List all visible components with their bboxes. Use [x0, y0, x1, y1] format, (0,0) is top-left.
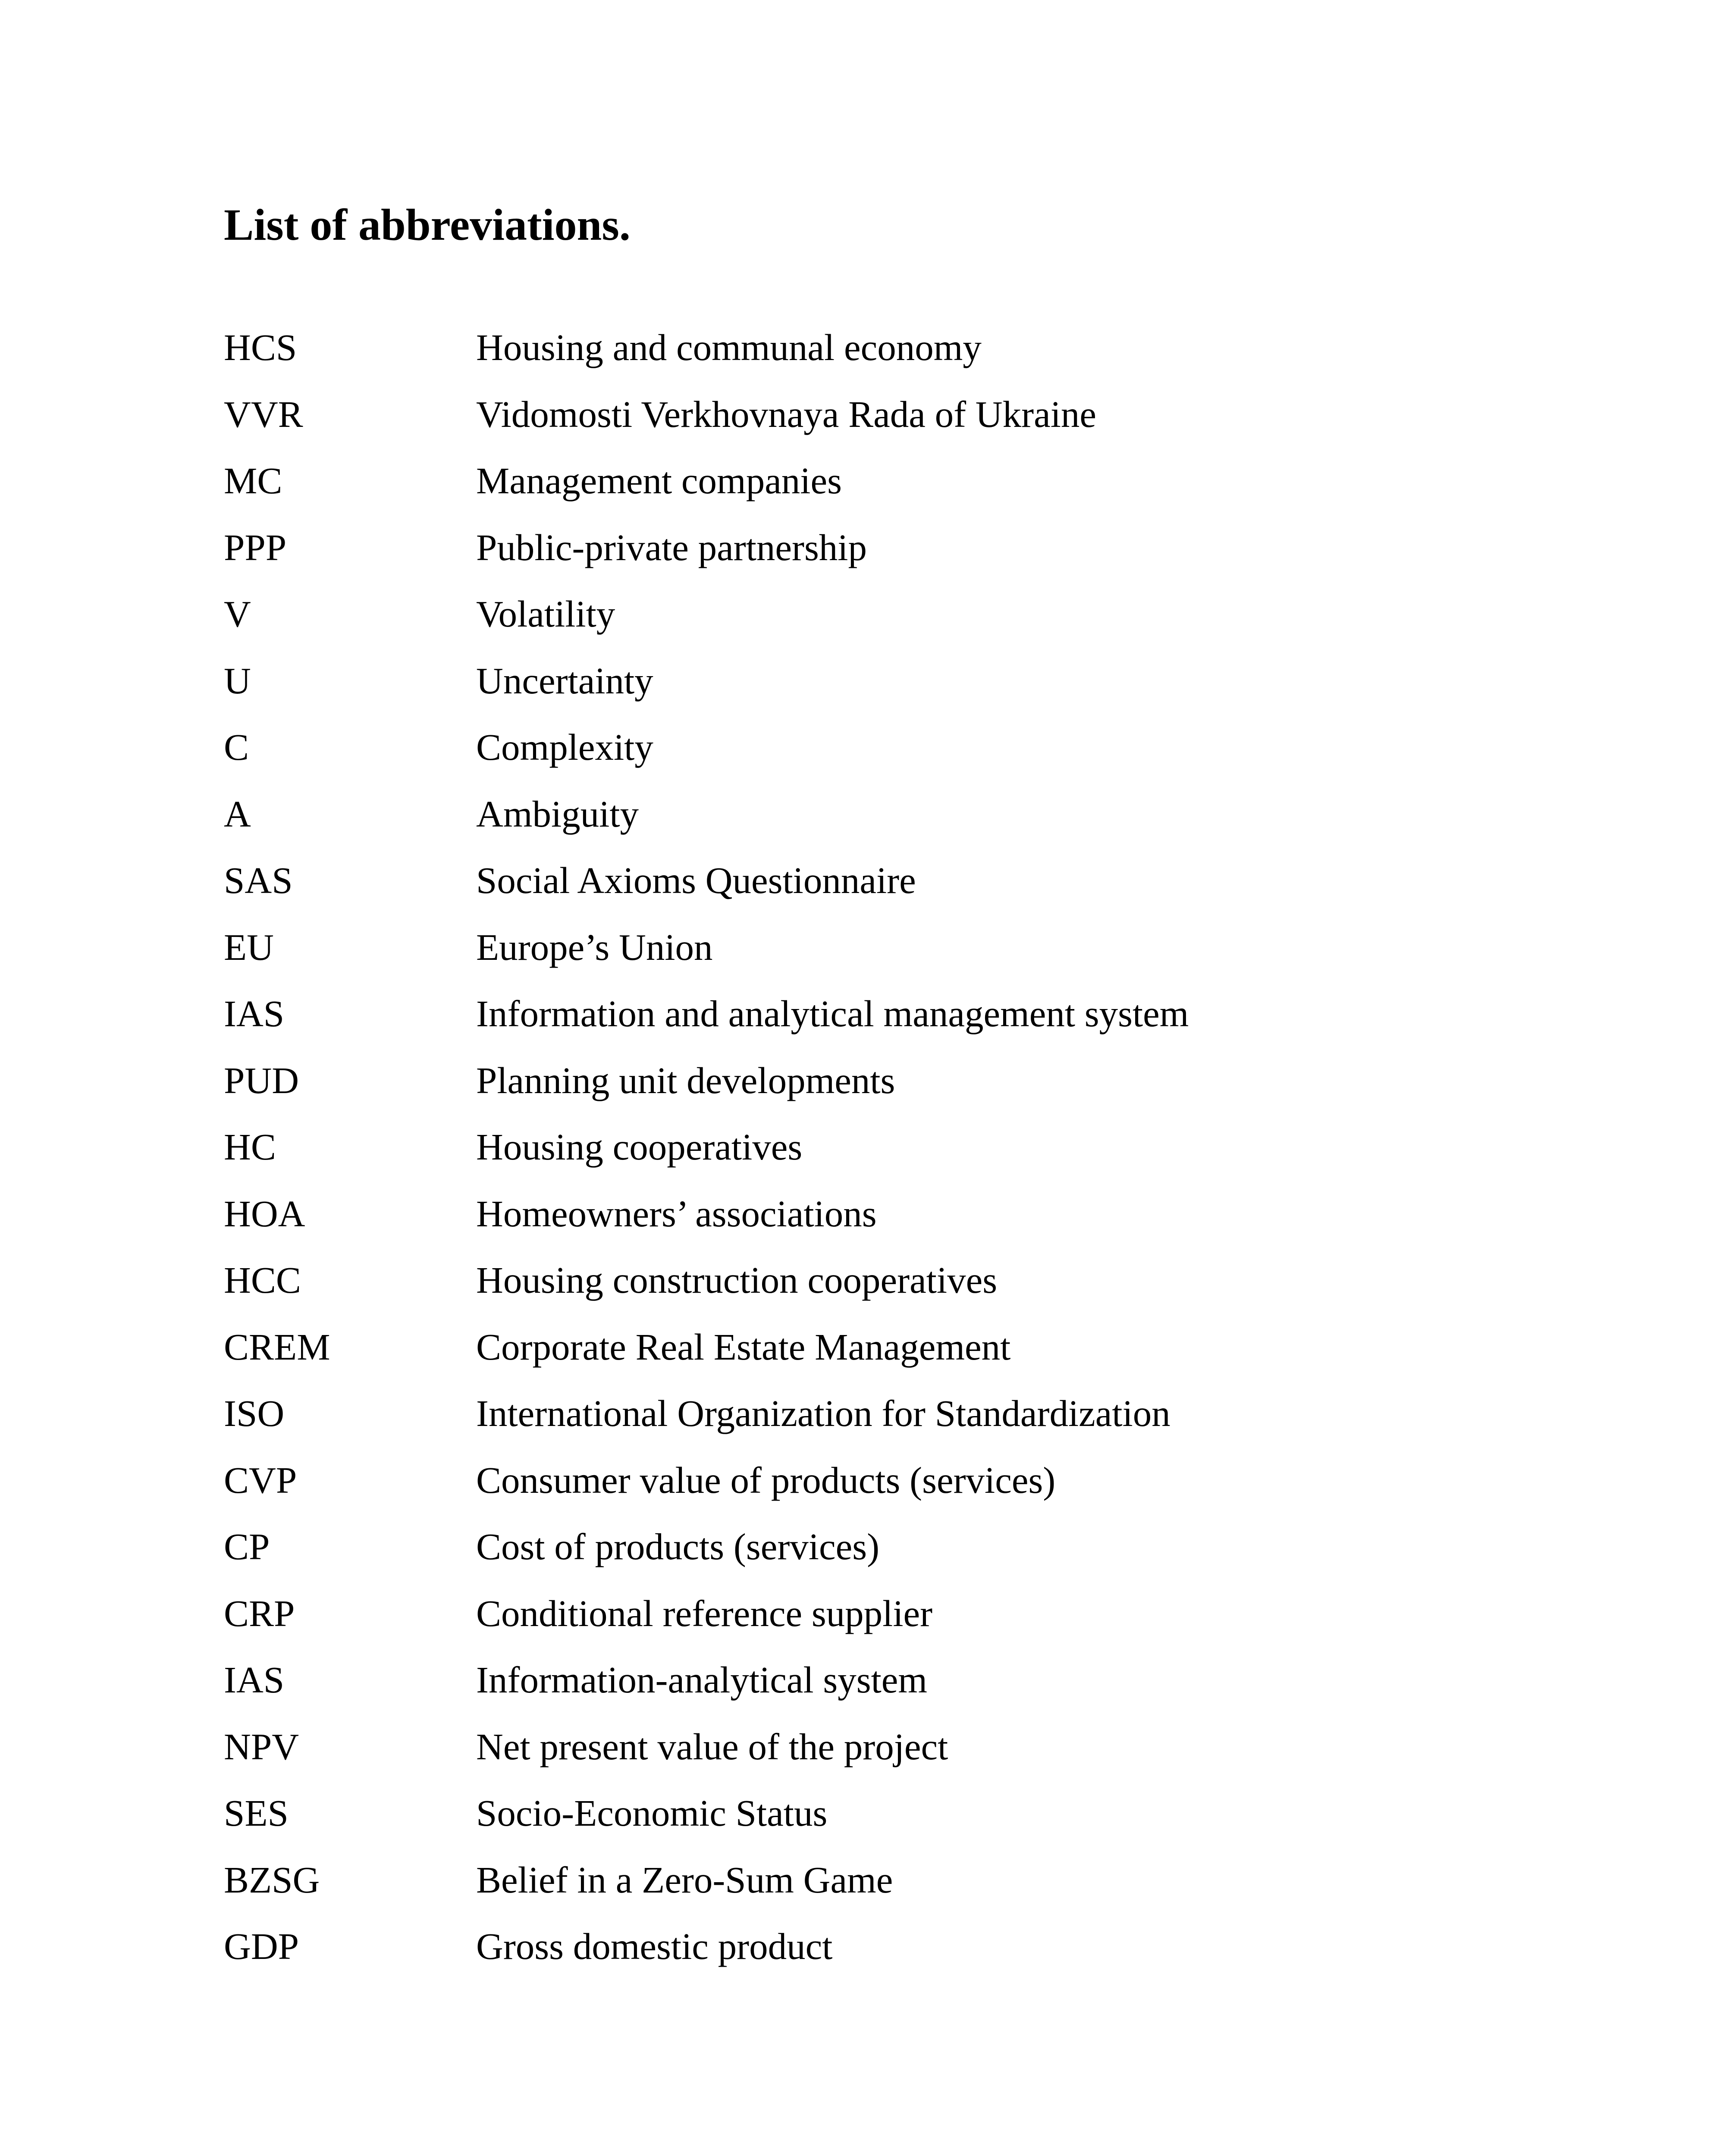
abbreviation: GDP — [224, 1925, 299, 1967]
abbreviation: HCC — [224, 1259, 301, 1301]
abbreviation-meaning: Belief in a Zero-Sum Game — [476, 1858, 893, 1901]
abbreviation-meaning: Net present value of the project — [476, 1725, 948, 1767]
abbreviation-meaning: International Organization for Standardization — [476, 1392, 1170, 1434]
abbreviation-meaning: Social Axioms Questionnaire — [476, 859, 916, 901]
abbreviation-meaning: Vidomosti Verkhovnaya Rada of Ukraine — [476, 393, 1097, 435]
abbreviation: MC — [224, 460, 282, 501]
abbreviation-meaning: Homeowners’ associations — [476, 1192, 877, 1235]
abbreviation-meaning: Volatility — [476, 593, 615, 635]
abbreviation-meaning: Socio-Economic Status — [476, 1792, 828, 1834]
abbreviation-meaning: Europe’s Union — [476, 926, 713, 968]
abbreviation: SES — [224, 1792, 289, 1834]
abbreviation-meaning: Uncertainty — [476, 659, 653, 702]
abbreviation: HC — [224, 1126, 276, 1168]
abbreviation: A — [224, 793, 251, 835]
abbreviation-meaning: Housing cooperatives — [476, 1126, 803, 1168]
abbreviation: CVP — [224, 1459, 297, 1501]
abbreviation: CREM — [224, 1326, 330, 1368]
abbreviation-meaning: Information and analytical management system — [476, 993, 1189, 1034]
abbreviation-meaning: Cost of products (services) — [476, 1526, 880, 1567]
abbreviation-meaning: Ambiguity — [476, 793, 639, 835]
abbreviation: VVR — [224, 393, 303, 435]
abbreviation: C — [224, 726, 249, 768]
abbreviation-meaning: Conditional reference supplier — [476, 1592, 933, 1634]
abbreviation: CP — [224, 1526, 270, 1567]
abbreviation-meaning: Management companies — [476, 460, 842, 501]
abbreviation-meaning: Gross domestic product — [476, 1925, 833, 1967]
abbreviation: HOA — [224, 1192, 305, 1235]
page-title: List of abbreviations. — [224, 200, 631, 250]
abbreviation: ISO — [224, 1392, 285, 1434]
abbreviation: V — [224, 593, 251, 635]
abbreviation-meaning: Housing construction cooperatives — [476, 1259, 998, 1301]
abbreviation-meaning: Planning unit developments — [476, 1059, 895, 1101]
abbreviation: CRP — [224, 1592, 295, 1634]
abbreviation: BZSG — [224, 1858, 320, 1901]
abbreviation-meaning: Housing and communal economy — [476, 326, 982, 368]
abbreviation: HCS — [224, 326, 297, 368]
abbreviation: PPP — [224, 526, 287, 568]
abbreviation: EU — [224, 926, 274, 968]
abbreviation-meaning: Complexity — [476, 726, 653, 768]
abbreviation: IAS — [224, 1659, 285, 1701]
abbreviation: NPV — [224, 1725, 299, 1767]
abbreviation: U — [224, 659, 251, 702]
abbreviation-meaning: Public-private partnership — [476, 526, 867, 568]
abbreviation-meaning: Corporate Real Estate Management — [476, 1326, 1011, 1368]
abbreviation-meaning: Consumer value of products (services) — [476, 1459, 1056, 1501]
abbreviation: SAS — [224, 859, 293, 901]
abbreviation: PUD — [224, 1059, 299, 1101]
abbreviation: IAS — [224, 993, 285, 1034]
abbreviation-meaning: Information-analytical system — [476, 1659, 928, 1701]
